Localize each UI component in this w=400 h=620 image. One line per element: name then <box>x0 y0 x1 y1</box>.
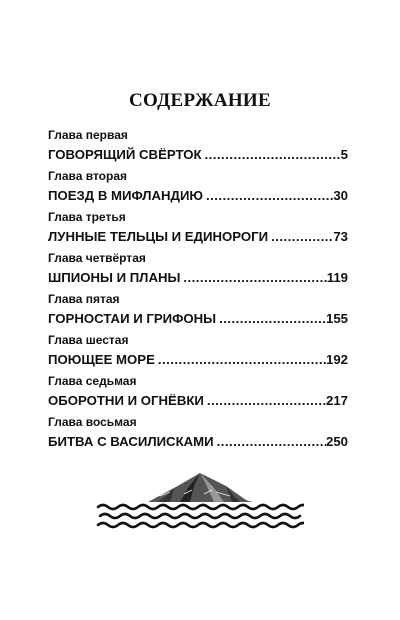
toc-entry <box>48 333 348 374</box>
page-number: 5 <box>340 147 348 162</box>
chapter-label: Глава первая <box>48 128 128 142</box>
chapter-line <box>48 392 348 410</box>
dot-leader <box>203 187 333 205</box>
waves-icon <box>98 505 304 527</box>
dot-leader <box>214 433 326 451</box>
dot-leader <box>216 310 326 328</box>
dot-leader <box>180 269 326 287</box>
toc-entry <box>48 251 348 292</box>
page-number: 192 <box>325 352 348 367</box>
chapter-line <box>48 351 348 369</box>
chapter-line <box>48 310 348 328</box>
page-number: 217 <box>325 393 348 408</box>
dot-leader <box>204 392 326 410</box>
page-number: 250 <box>325 434 348 449</box>
chapter-label: Глава вторая <box>48 169 128 183</box>
chapter-title: ПОЕЗД В МИФЛАНДИЮ <box>48 188 204 203</box>
toc-entry <box>48 292 348 333</box>
toc-entry <box>48 210 348 251</box>
page-number: 30 <box>333 188 348 203</box>
dot-leader <box>155 351 326 369</box>
toc-entry <box>48 415 348 456</box>
chapter-title: ГОРНОСТАИ И ГРИФОНЫ <box>48 311 217 326</box>
chapter-label: Глава третья <box>48 210 126 224</box>
island-waves-icon <box>96 466 304 530</box>
page-number: 73 <box>333 229 348 244</box>
toc-entry <box>48 374 348 415</box>
chapter-title: ГОВОРЯЩИЙ СВЁРТОК <box>48 147 202 162</box>
chapter-line <box>48 187 348 205</box>
chapter-title: БИТВА С ВАСИЛИСКАМИ <box>48 434 214 449</box>
page-number: 119 <box>326 270 348 285</box>
chapter-title: ШПИОНЫ И ПЛАНЫ <box>48 270 181 285</box>
chapter-label: Глава седьмая <box>48 374 137 388</box>
chapter-title: ПОЮЩЕЕ МОРЕ <box>48 352 155 367</box>
chapter-line <box>48 433 348 451</box>
chapter-label: Глава четвёртая <box>48 251 146 265</box>
chapter-line <box>48 228 348 246</box>
dot-leader <box>202 146 341 164</box>
chapter-label: Глава шестая <box>48 333 129 347</box>
chapter-line <box>48 146 348 164</box>
chapter-title: ОБОРОТНИ И ОГНЁВКИ <box>48 393 204 408</box>
table-of-contents <box>48 128 348 456</box>
toc-entry <box>48 169 348 210</box>
dot-leader <box>268 228 333 246</box>
chapter-label: Глава пятая <box>48 292 120 306</box>
chapter-label: Глава восьмая <box>48 415 137 429</box>
toc-entry <box>48 128 348 169</box>
chapter-line <box>48 269 348 287</box>
mountain-icon <box>148 473 252 502</box>
page-number: 155 <box>325 311 348 326</box>
chapter-title: ЛУННЫЕ ТЕЛЬЦЫ И ЕДИНОРОГИ <box>48 229 269 244</box>
contents-heading: СОДЕРЖАНИЕ <box>129 90 271 111</box>
